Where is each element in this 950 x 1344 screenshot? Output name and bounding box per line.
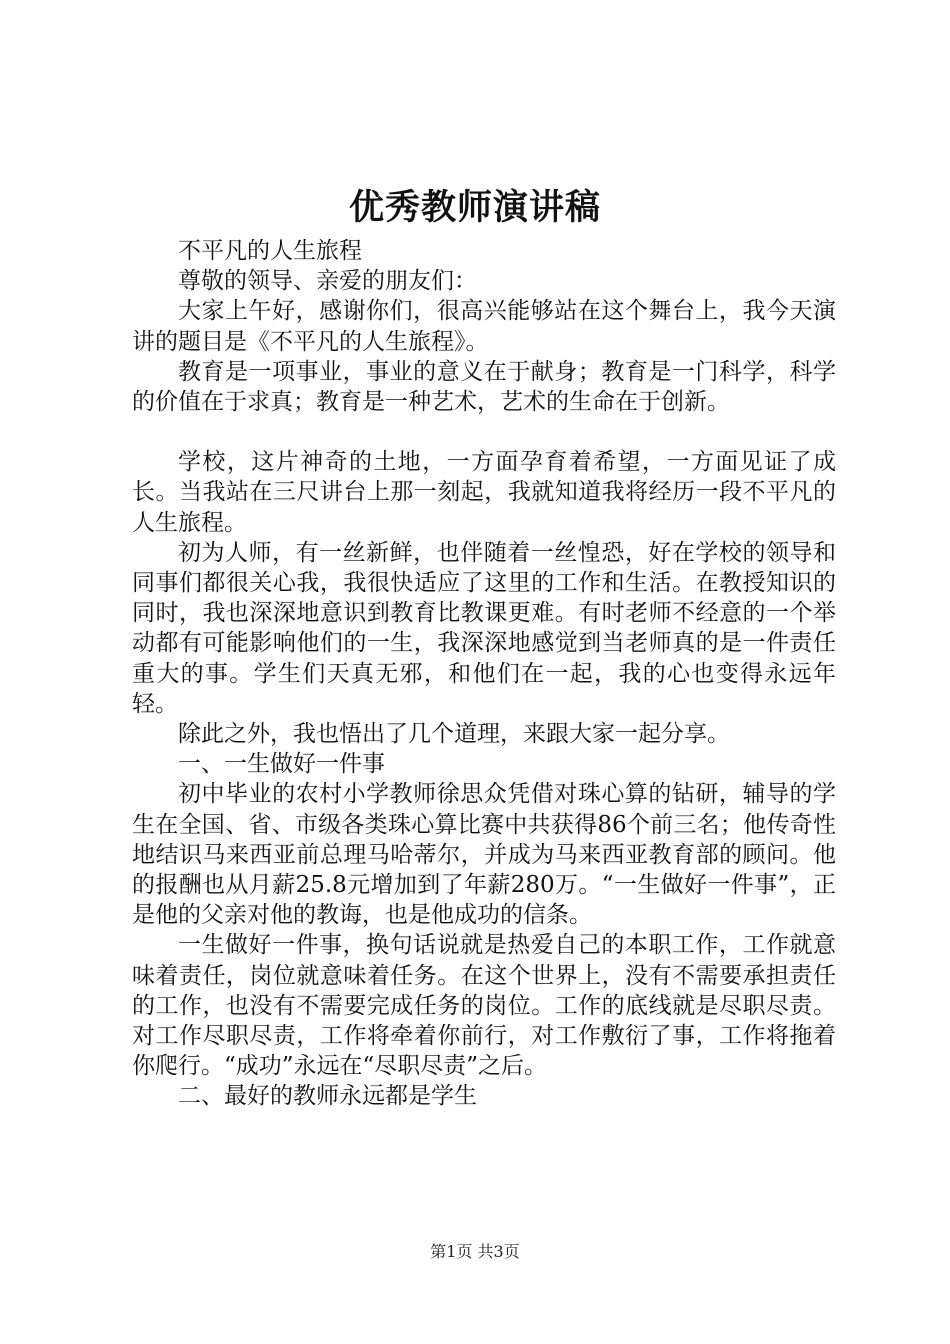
body-paragraph: 初中毕业的农村小学教师徐思众凭借对珠心算的钻研，辅导的学生在全国、省、市级各类珠心算比赛中共获得86个前三名；他传奇性地结识马来西亚前总理马哈蒂尔，并成为马来西亚教育部的顾问。他的报酬也从月薪25.8元增加到了年薪280万。“一生做好一件事”，正是他的父亲对他的教诲，也是他成功的信条。	[132, 781, 836, 929]
body-paragraph: 教育是一项事业，事业的意义在于献身；教育是一门科学，科学的价值在于求真；教育是一种艺术，艺术的生命在于创新。	[132, 358, 836, 416]
subtitle-paragraph: 不平凡的人生旅程	[178, 238, 362, 264]
page-footer: 第1页 共3页	[430, 1242, 520, 1261]
paragraph-spacer	[132, 417, 836, 447]
body-paragraph: 大家上午好，感谢你们，很高兴能够站在这个舞台上，我今天演讲的题目是《不平凡的人生旅程》。	[132, 298, 836, 355]
body-paragraph: 初为人师，有一丝新鲜，也伴随着一丝惶恐，好在学校的领导和同事们都很关心我，我很快适应了这里的工作和生活。在教授知识的同时，我也深深地意识到教育比教课更难。有时老师不经意的一个举动都有可能影响他们的一生，我深深地感觉到当老师真的是一件责任重大的事。学生们天真无邪，和他们在一起，我的心也变得永远年轻。	[132, 539, 836, 717]
section-heading: 二、最好的教师永远都是学生	[178, 1083, 477, 1110]
body-paragraph: 学校，这片神奇的土地，一方面孕育着希望，一方面见证了成长。当我站在三尺讲台上那一刻起，我就知道我将经历一段不平凡的人生旅程。	[132, 449, 836, 536]
section-heading: 一、一生做好一件事	[178, 751, 385, 778]
document-title: 优秀教师演讲稿	[348, 187, 601, 228]
body-paragraph: 除此之外，我也悟出了几个道理，来跟大家一起分享。	[178, 721, 730, 748]
salutation-paragraph: 尊敬的领导、亲爱的朋友们：	[178, 268, 477, 295]
document-body	[132, 236, 836, 1112]
body-paragraph: 一生做好一件事，换句话说就是热爱自己的本职工作，工作就意味着责任，岗位就意味着任务。在这个世界上，没有不需要承担责任的工作，也没有不需要完成任务的岗位。工作的底线就是尽职尽责。对工作尽职尽责，工作将牵着你前行，对工作敷衍了事，工作将拖着你爬行。“成功”永远在“尽职尽责”之后。	[132, 932, 836, 1080]
